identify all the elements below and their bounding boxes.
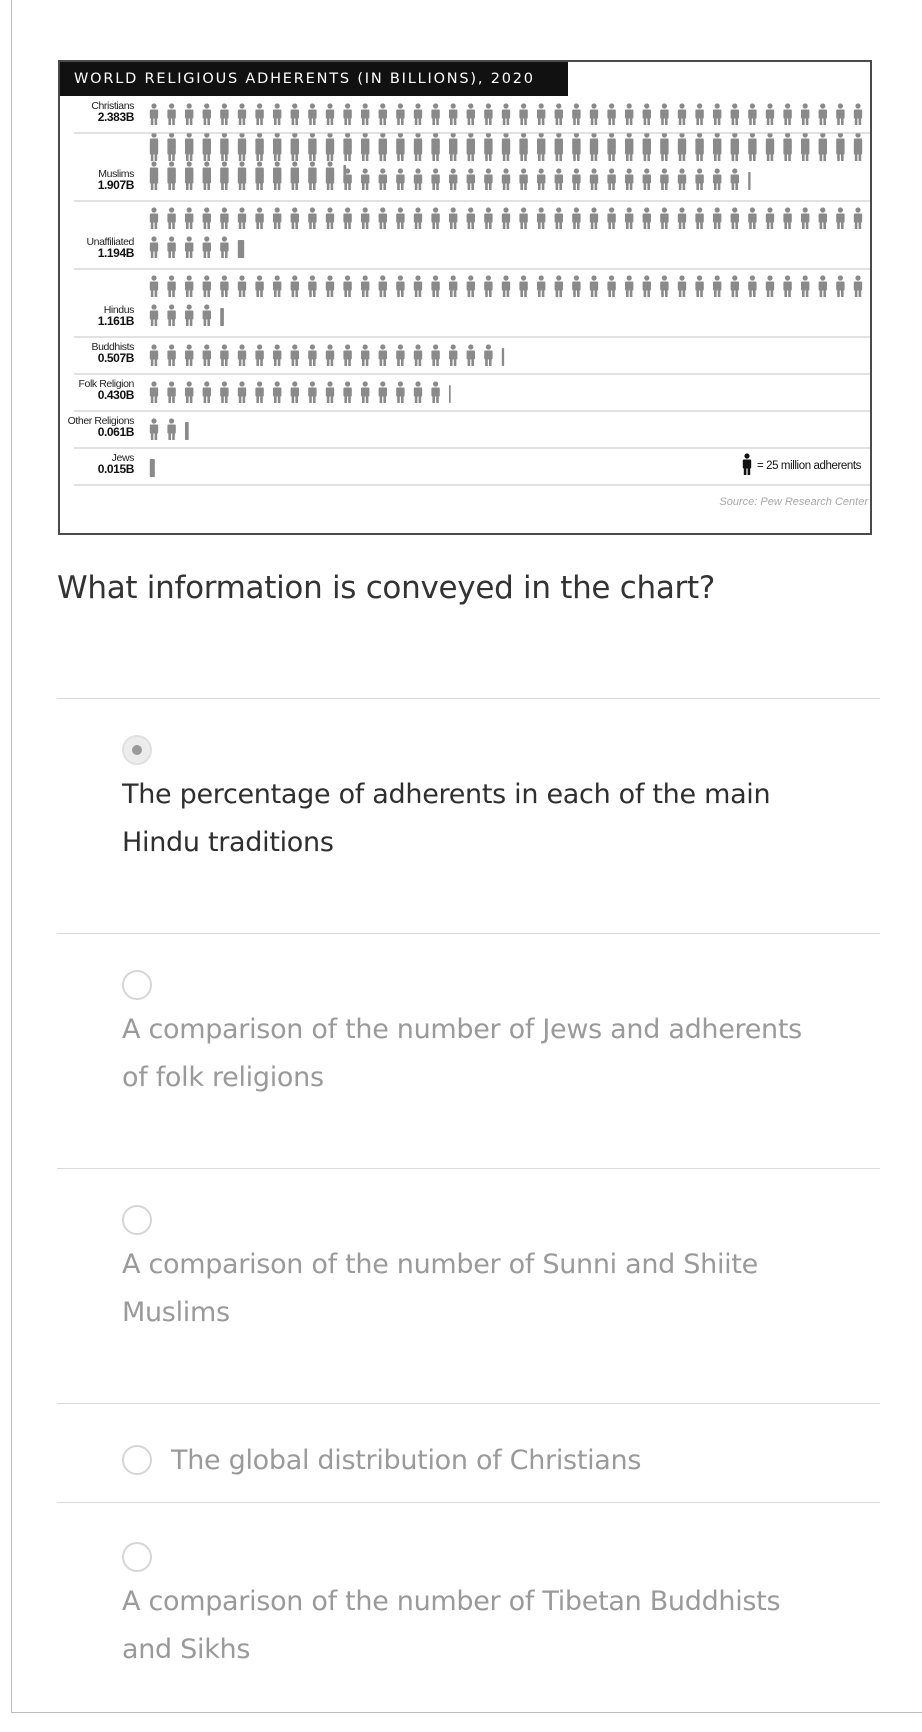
answer-option-1-line-1: The percentage of adherents in each of the main (122, 779, 771, 810)
person-icon (238, 381, 246, 403)
person-icon (766, 275, 774, 297)
person-icon (783, 103, 791, 125)
person-icon (185, 304, 193, 326)
person-icon (502, 168, 510, 190)
person-icon (484, 207, 492, 229)
answer-option-5-line-2: and Sikhs (122, 1634, 251, 1665)
person-icon (167, 418, 175, 440)
person-icon (660, 103, 668, 125)
person-icon (396, 275, 404, 297)
person-icon (467, 168, 475, 190)
person-icon (484, 168, 492, 190)
category-value: 0.015B (97, 462, 134, 476)
person-icon (414, 381, 422, 403)
person-icon (519, 207, 527, 229)
person-icon (836, 103, 844, 125)
person-icon (625, 103, 633, 125)
person-icon (255, 381, 263, 403)
person-icon (414, 344, 422, 366)
person-icon (255, 207, 263, 229)
person-icon (379, 168, 387, 190)
person-icon (308, 275, 316, 297)
person-icon (519, 168, 527, 190)
person-icon (396, 207, 404, 229)
person-icon (502, 103, 510, 125)
person-icon (167, 103, 175, 125)
question-text: What information is conveyed in the chart? (57, 570, 716, 606)
person-icon (607, 275, 615, 297)
person-icon (783, 207, 791, 229)
person-icon (326, 344, 334, 366)
person-icon (555, 275, 563, 297)
answer-option-4-line-1: The global distribution of Christians (171, 1445, 642, 1476)
category-name: Jews (111, 452, 134, 464)
person-icon (255, 344, 263, 366)
person-icon (748, 275, 756, 297)
person-icon (203, 236, 211, 258)
person-icon (572, 207, 580, 229)
person-icon (185, 381, 193, 403)
person-icon (150, 344, 158, 366)
person-icon (326, 103, 334, 125)
person-icon (379, 344, 387, 366)
person-icon (361, 168, 369, 190)
answer-option-2[interactable] (122, 970, 862, 1110)
person-icon (678, 103, 686, 125)
person-icon (713, 275, 721, 297)
person-icon (449, 344, 457, 366)
bottom-border (11, 1712, 922, 1713)
person-icon (590, 275, 598, 297)
person-icon (836, 275, 844, 297)
person-icon (150, 381, 158, 403)
person-icon (713, 207, 721, 229)
person-icon (502, 207, 510, 229)
person-icon (255, 103, 263, 125)
person-icon (220, 207, 228, 229)
category-name: Buddhists (91, 341, 134, 353)
category-name: Folk Religion (78, 378, 134, 390)
person-icon (203, 344, 211, 366)
left-border (11, 0, 12, 1713)
person-icon (748, 103, 756, 125)
person-icon (819, 103, 827, 125)
answer-option-4-text[interactable] (171, 1437, 641, 1485)
answer-option-3-text[interactable] (122, 1241, 758, 1337)
person-icon (291, 103, 299, 125)
answer-option-4[interactable] (122, 1443, 862, 1491)
radio-button-1[interactable] (122, 735, 152, 765)
person-icon (431, 207, 439, 229)
person-icon (379, 381, 387, 403)
person-icon (607, 103, 615, 125)
person-icon (150, 207, 158, 229)
person-icon (379, 207, 387, 229)
person-icon (185, 103, 193, 125)
person-icon (519, 275, 527, 297)
answer-option-1-line-2: Hindu traditions (122, 827, 334, 858)
person-icon (167, 344, 175, 366)
person-icon (273, 103, 281, 125)
person-icon (678, 207, 686, 229)
partial-person-icon (502, 348, 504, 366)
person-icon (572, 275, 580, 297)
partial-person-icon (220, 308, 224, 326)
person-icon (150, 304, 158, 326)
person-icon (537, 207, 545, 229)
person-icon (167, 381, 175, 403)
answer-option-2-text[interactable] (122, 1006, 802, 1102)
answer-option-5-text[interactable] (122, 1578, 780, 1674)
divider (57, 1403, 880, 1404)
person-icon (414, 103, 422, 125)
person-icon (731, 275, 739, 297)
category-row (68, 415, 870, 448)
person-icon (326, 381, 334, 403)
person-icon (273, 344, 281, 366)
person-icon (836, 207, 844, 229)
partial-person-icon (185, 422, 189, 440)
person-icon (643, 168, 651, 190)
category-row (74, 275, 870, 337)
person-icon (660, 168, 668, 190)
category-value: 1.161B (97, 314, 134, 328)
person-icon (326, 275, 334, 297)
person-icon (467, 275, 475, 297)
person-icon (695, 168, 703, 190)
person-icon (484, 275, 492, 297)
person-icon (801, 103, 809, 125)
person-icon (449, 207, 457, 229)
divider (57, 933, 880, 934)
person-icon (203, 275, 211, 297)
person-icon (150, 236, 158, 258)
person-icon (731, 168, 739, 190)
person-icon (678, 275, 686, 297)
person-icon (185, 275, 193, 297)
person-icon (572, 103, 580, 125)
legend-person-icon (743, 453, 751, 475)
person-icon (291, 207, 299, 229)
person-icon (572, 168, 580, 190)
person-icon (291, 344, 299, 366)
person-icon (185, 207, 193, 229)
person-icon (625, 168, 633, 190)
person-icon (203, 207, 211, 229)
person-icon (361, 103, 369, 125)
category-value: 0.507B (97, 351, 134, 365)
category-name: Unaffiliated (86, 236, 134, 248)
person-icon (203, 304, 211, 326)
answer-option-1-text[interactable] (122, 771, 770, 867)
person-icon (449, 103, 457, 125)
person-icon (555, 207, 563, 229)
person-icon (519, 103, 527, 125)
person-icon (203, 381, 211, 403)
answer-option-2-line-2: of folk religions (122, 1062, 324, 1093)
person-icon (396, 103, 404, 125)
person-icon (396, 381, 404, 403)
answer-option-3[interactable] (122, 1205, 862, 1345)
person-icon (484, 344, 492, 366)
person-icon (414, 168, 422, 190)
person-icon (748, 207, 756, 229)
chart-legend (743, 453, 862, 475)
person-icon (167, 207, 175, 229)
person-icon (361, 344, 369, 366)
person-icon (273, 275, 281, 297)
person-icon (467, 103, 475, 125)
category-value: 0.061B (97, 425, 134, 439)
person-icon (361, 207, 369, 229)
person-icon (150, 418, 158, 440)
person-icon (537, 168, 545, 190)
person-icon (537, 103, 545, 125)
person-icon (220, 344, 228, 366)
answer-option-5[interactable] (122, 1542, 862, 1682)
category-value: 2.383B (97, 110, 134, 124)
person-icon (238, 207, 246, 229)
person-icon (537, 275, 545, 297)
person-icon (379, 275, 387, 297)
chart-source: Source: Pew Research Center (719, 496, 868, 508)
person-icon (308, 381, 316, 403)
person-icon (625, 275, 633, 297)
partial-person-icon (748, 172, 750, 190)
person-icon (308, 344, 316, 366)
answer-option-3-line-2: Muslims (122, 1297, 230, 1328)
person-icon (150, 103, 158, 125)
person-icon (678, 168, 686, 190)
category-name: Other Religions (67, 415, 134, 427)
answer-option-3-line-1: A comparison of the number of Sunni and Shiite (122, 1249, 758, 1280)
person-icon (167, 304, 175, 326)
person-icon (731, 103, 739, 125)
person-icon (695, 275, 703, 297)
answer-option-5-line-1: A comparison of the number of Tibetan Buddhists (122, 1586, 781, 1617)
person-icon (220, 381, 228, 403)
person-icon (607, 207, 615, 229)
radio-button-2[interactable] (122, 970, 152, 1000)
category-value: 1.907B (97, 178, 134, 192)
person-icon (625, 207, 633, 229)
person-icon (643, 275, 651, 297)
partial-person-icon (238, 240, 244, 258)
person-icon (343, 275, 351, 297)
person-icon (431, 103, 439, 125)
person-icon (203, 103, 211, 125)
person-icon (167, 236, 175, 258)
person-icon (343, 381, 351, 403)
person-icon (238, 275, 246, 297)
person-icon (150, 275, 158, 297)
person-icon (414, 275, 422, 297)
person-icon (731, 207, 739, 229)
category-value: 1.194B (97, 246, 134, 260)
person-icon (854, 275, 862, 297)
category-name: Hindus (103, 304, 134, 316)
category-row (74, 452, 870, 485)
person-icon (695, 103, 703, 125)
person-icon (660, 275, 668, 297)
person-icon (396, 344, 404, 366)
partial-person-icon (449, 385, 451, 403)
person-icon (326, 207, 334, 229)
person-icon (590, 168, 598, 190)
person-icon (713, 103, 721, 125)
person-icon (819, 207, 827, 229)
divider (57, 1502, 880, 1503)
person-icon (801, 275, 809, 297)
divider (57, 1168, 880, 1169)
person-icon (854, 207, 862, 229)
person-icon (238, 344, 246, 366)
category-name: Christians (91, 100, 134, 112)
person-icon (343, 207, 351, 229)
person-icon (555, 103, 563, 125)
person-icon (502, 275, 510, 297)
person-icon (643, 207, 651, 229)
person-icon (255, 275, 263, 297)
radio-button-4[interactable] (122, 1445, 152, 1475)
person-icon (590, 207, 598, 229)
person-icon (361, 381, 369, 403)
person-icon (308, 207, 316, 229)
person-icon (449, 275, 457, 297)
person-icon (414, 207, 422, 229)
category-value: 0.430B (97, 388, 134, 402)
radio-button-5[interactable] (122, 1542, 152, 1572)
partial-person-icon (150, 459, 155, 477)
person-icon (220, 275, 228, 297)
person-icon (467, 344, 475, 366)
person-icon (185, 344, 193, 366)
answer-option-1[interactable] (122, 735, 862, 875)
person-icon (396, 168, 404, 190)
pictogram-chart (58, 60, 872, 535)
person-icon (590, 103, 598, 125)
person-icon (431, 168, 439, 190)
person-icon (766, 103, 774, 125)
person-icon (431, 275, 439, 297)
person-icon (220, 236, 228, 258)
divider (57, 698, 880, 699)
person-icon (361, 275, 369, 297)
person-icon (343, 103, 351, 125)
person-icon (273, 381, 281, 403)
person-icon (167, 275, 175, 297)
category-row (74, 207, 870, 269)
person-icon (379, 103, 387, 125)
person-icon (343, 344, 351, 366)
legend-label: = 25 million adherents (757, 460, 862, 472)
person-icon (308, 103, 316, 125)
person-icon (766, 207, 774, 229)
person-icon (431, 381, 439, 403)
person-icon (238, 103, 246, 125)
person-icon (291, 275, 299, 297)
category-row (74, 378, 870, 411)
person-icon (854, 103, 862, 125)
person-icon (819, 275, 827, 297)
person-icon (695, 207, 703, 229)
person-icon (713, 168, 721, 190)
chart-canvas (60, 62, 870, 533)
radio-button-3[interactable] (122, 1205, 152, 1235)
person-icon (291, 381, 299, 403)
person-icon (220, 103, 228, 125)
person-icon (660, 207, 668, 229)
person-icon (484, 103, 492, 125)
category-name: Muslims (98, 168, 134, 180)
chart-title: WORLD RELIGIOUS ADHERENTS (IN BILLIONS), 2020 (60, 62, 568, 96)
person-icon (273, 207, 281, 229)
person-icon (449, 168, 457, 190)
category-row (74, 341, 870, 374)
person-icon (467, 207, 475, 229)
person-icon (185, 236, 193, 258)
person-icon (783, 275, 791, 297)
person-icon (431, 344, 439, 366)
person-icon (555, 168, 563, 190)
person-icon (643, 103, 651, 125)
person-icon (801, 207, 809, 229)
answer-option-2-line-1: A comparison of the number of Jews and adherents (122, 1014, 802, 1045)
person-icon (607, 168, 615, 190)
